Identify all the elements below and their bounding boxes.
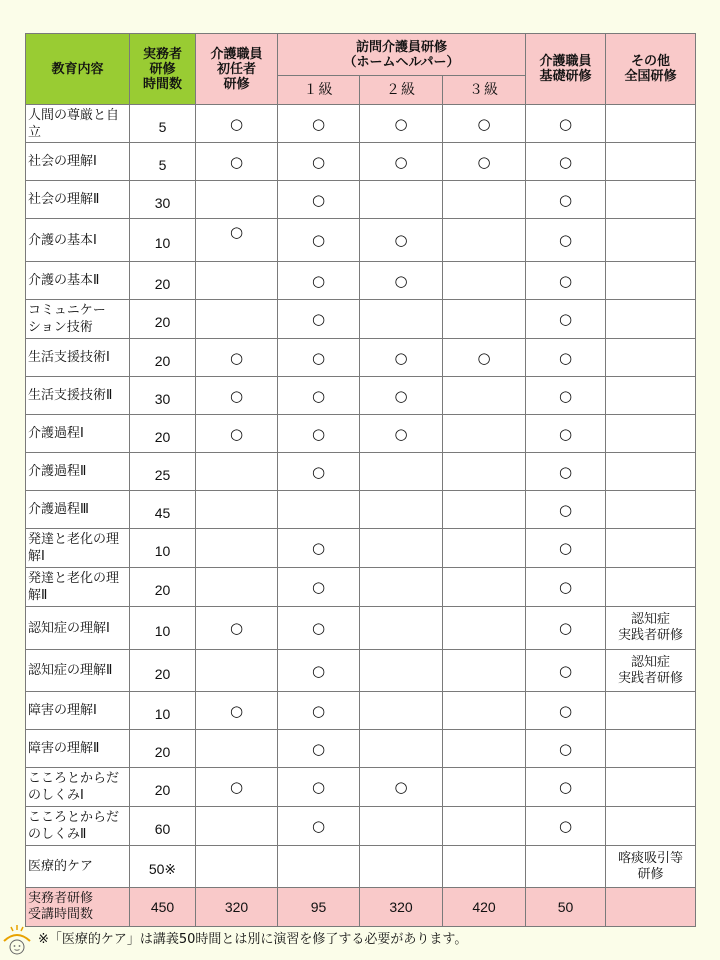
mark-cell: ○ — [196, 692, 278, 730]
total-value — [606, 888, 696, 927]
footnote: ※「医療的ケア」は講義50時間とは別に演習を修了する必要があります。 — [38, 932, 468, 947]
mark-cell: ○ — [526, 300, 606, 339]
mark-cell — [443, 262, 526, 300]
mark-cell — [360, 650, 443, 692]
note-cell — [606, 339, 696, 377]
subject-cell: 介護過程Ⅱ — [26, 453, 130, 491]
note-cell — [606, 377, 696, 415]
hours-cell: 60 — [130, 807, 196, 846]
mark-cell: ○ — [196, 219, 278, 262]
table-row — [26, 377, 696, 415]
mark-cell: ○ — [360, 143, 443, 181]
mark-cell: ○ — [526, 568, 606, 607]
mark-cell: ○ — [526, 415, 606, 453]
mark-cell: ○ — [526, 730, 606, 768]
subject-cell: 生活支援技術Ⅰ — [26, 339, 130, 377]
mark-cell — [278, 846, 360, 888]
table-row — [26, 219, 696, 262]
hours-cell: 45 — [130, 491, 196, 529]
mark-cell: ○ — [526, 377, 606, 415]
mark-cell — [278, 491, 360, 529]
subject-cell: コミュニケー ション技術 — [26, 300, 130, 339]
mark-cell: ○ — [196, 339, 278, 377]
hours-cell: 20 — [130, 300, 196, 339]
mark-cell: ○ — [278, 105, 360, 143]
mark-cell: ○ — [360, 262, 443, 300]
hours-cell: 20 — [130, 568, 196, 607]
subject-cell: 人間の尊厳と自 立 — [26, 105, 130, 143]
mark-cell — [360, 730, 443, 768]
mark-cell: ○ — [278, 415, 360, 453]
subject-cell: 社会の理解Ⅰ — [26, 143, 130, 181]
header-basic-training: 介護職員 基礎研修 — [526, 34, 606, 105]
mark-cell — [196, 568, 278, 607]
mark-cell — [443, 568, 526, 607]
mark-cell: ○ — [526, 650, 606, 692]
mark-cell: ○ — [526, 219, 606, 262]
hours-cell: 30 — [130, 181, 196, 219]
mark-cell: ○ — [278, 607, 360, 650]
mark-cell: ○ — [526, 529, 606, 568]
mark-cell: ○ — [278, 453, 360, 491]
header-care-worker-initial: 介護職員 初任者 研修 — [196, 34, 278, 105]
table-row — [26, 730, 696, 768]
mark-cell: ○ — [526, 339, 606, 377]
mark-cell: ○ — [360, 377, 443, 415]
note-cell — [606, 219, 696, 262]
hours-cell: 20 — [130, 650, 196, 692]
mark-cell — [360, 300, 443, 339]
mark-cell — [360, 453, 443, 491]
note-cell — [606, 181, 696, 219]
mark-cell — [443, 300, 526, 339]
table-row — [26, 339, 696, 377]
table-row — [26, 453, 696, 491]
hours-cell: 30 — [130, 377, 196, 415]
total-value: 320 — [196, 888, 278, 927]
table-row — [26, 300, 696, 339]
mark-cell — [443, 730, 526, 768]
total-value: 50 — [526, 888, 606, 927]
subject-cell: 医療的ケア — [26, 846, 130, 888]
mark-cell: ○ — [278, 143, 360, 181]
total-label: 実務者研修 受講時間数 — [26, 888, 130, 927]
table-row — [26, 143, 696, 181]
mark-cell — [526, 846, 606, 888]
table-row — [26, 529, 696, 568]
mark-cell: ○ — [278, 568, 360, 607]
subject-cell: 介護過程Ⅰ — [26, 415, 130, 453]
header-practitioner-hours: 実務者 研修 時間数 — [130, 34, 196, 105]
hours-cell: 20 — [130, 768, 196, 807]
mark-cell: ○ — [278, 768, 360, 807]
mark-cell — [443, 219, 526, 262]
mark-cell — [360, 529, 443, 568]
mark-cell — [443, 181, 526, 219]
hours-cell: 10 — [130, 692, 196, 730]
mark-cell — [196, 807, 278, 846]
mark-cell: ○ — [196, 607, 278, 650]
header-home-helper: 訪問介護員研修 （ホームヘルパー） — [278, 34, 526, 76]
subject-cell: 発達と老化の理 解Ⅱ — [26, 568, 130, 607]
subject-cell: 介護の基本Ⅰ — [26, 219, 130, 262]
mark-cell — [196, 650, 278, 692]
note-cell — [606, 568, 696, 607]
note-cell — [606, 692, 696, 730]
mark-cell: ○ — [360, 339, 443, 377]
mark-cell — [443, 453, 526, 491]
hours-cell: 5 — [130, 143, 196, 181]
subject-cell: 介護過程Ⅲ — [26, 491, 130, 529]
subject-cell: 発達と老化の理 解Ⅰ — [26, 529, 130, 568]
mark-cell: ○ — [196, 768, 278, 807]
note-cell: 認知症 実践者研修 — [606, 650, 696, 692]
subject-cell: こころとからだ のしくみⅡ — [26, 807, 130, 846]
note-cell — [606, 730, 696, 768]
mark-cell — [360, 181, 443, 219]
mark-cell: ○ — [443, 105, 526, 143]
hours-cell: 20 — [130, 262, 196, 300]
mark-cell: ○ — [526, 105, 606, 143]
mark-cell: ○ — [196, 415, 278, 453]
mark-cell: ○ — [526, 807, 606, 846]
mascot-icon — [0, 921, 34, 957]
table-row — [26, 415, 696, 453]
total-value: 320 — [360, 888, 443, 927]
total-row — [26, 888, 696, 927]
mark-cell: ○ — [443, 143, 526, 181]
note-cell — [606, 529, 696, 568]
mark-cell: ○ — [526, 453, 606, 491]
note-cell: 認知症 実践者研修 — [606, 607, 696, 650]
mark-cell — [443, 650, 526, 692]
mark-cell: ○ — [360, 105, 443, 143]
mark-cell: ○ — [526, 143, 606, 181]
mark-cell: ○ — [278, 300, 360, 339]
hours-cell: 50※ — [130, 846, 196, 888]
note-cell — [606, 491, 696, 529]
curriculum-table — [25, 33, 696, 927]
note-cell — [606, 807, 696, 846]
total-value: 450 — [130, 888, 196, 927]
mark-cell: ○ — [526, 181, 606, 219]
table-row — [26, 846, 696, 888]
mark-cell — [196, 453, 278, 491]
mark-cell: ○ — [278, 262, 360, 300]
mark-cell: ○ — [526, 607, 606, 650]
mark-cell — [443, 377, 526, 415]
mark-cell: ○ — [360, 415, 443, 453]
table-row — [26, 181, 696, 219]
subject-cell: 認知症の理解Ⅰ — [26, 607, 130, 650]
header-other: その他 全国研修 — [606, 34, 696, 105]
mark-cell: ○ — [278, 181, 360, 219]
subject-cell: 障害の理解Ⅱ — [26, 730, 130, 768]
subject-cell: 認知症の理解Ⅱ — [26, 650, 130, 692]
hours-cell: 20 — [130, 415, 196, 453]
mark-cell — [196, 300, 278, 339]
mark-cell — [443, 415, 526, 453]
mark-cell — [443, 491, 526, 529]
mark-cell: ○ — [278, 650, 360, 692]
mark-cell — [443, 529, 526, 568]
subject-cell: 障害の理解Ⅰ — [26, 692, 130, 730]
mark-cell — [196, 491, 278, 529]
header-level-1: １級 — [278, 76, 360, 105]
table-row — [26, 568, 696, 607]
hours-cell: 25 — [130, 453, 196, 491]
total-value: 420 — [443, 888, 526, 927]
table-row — [26, 262, 696, 300]
hours-cell: 5 — [130, 105, 196, 143]
mark-cell: ○ — [278, 339, 360, 377]
hours-cell: 10 — [130, 529, 196, 568]
mark-cell — [196, 730, 278, 768]
total-value: 95 — [278, 888, 360, 927]
mark-cell: ○ — [278, 529, 360, 568]
mark-cell — [196, 262, 278, 300]
hours-cell: 20 — [130, 730, 196, 768]
mark-cell: ○ — [196, 143, 278, 181]
note-cell — [606, 143, 696, 181]
note-cell — [606, 768, 696, 807]
mark-cell: ○ — [526, 768, 606, 807]
subject-cell: 生活支援技術Ⅱ — [26, 377, 130, 415]
mark-cell: ○ — [526, 692, 606, 730]
subject-cell: 社会の理解Ⅱ — [26, 181, 130, 219]
mark-cell: ○ — [526, 491, 606, 529]
table-row — [26, 692, 696, 730]
note-cell: 喀痰吸引等 研修 — [606, 846, 696, 888]
hours-cell: 10 — [130, 219, 196, 262]
mark-cell: ○ — [360, 768, 443, 807]
hours-cell: 20 — [130, 339, 196, 377]
mark-cell — [360, 846, 443, 888]
table-row — [26, 491, 696, 529]
mark-cell: ○ — [278, 377, 360, 415]
mark-cell — [360, 607, 443, 650]
subject-cell: こころとからだ のしくみⅠ — [26, 768, 130, 807]
table-row — [26, 768, 696, 807]
table-row — [26, 650, 696, 692]
mark-cell: ○ — [278, 692, 360, 730]
header-level-2: ２級 — [360, 76, 443, 105]
table-row — [26, 807, 696, 846]
mark-cell — [360, 491, 443, 529]
table-body — [26, 105, 696, 927]
mark-cell — [196, 181, 278, 219]
mark-cell: ○ — [360, 219, 443, 262]
mark-cell — [360, 568, 443, 607]
mark-cell — [443, 807, 526, 846]
mark-cell — [443, 846, 526, 888]
mark-cell: ○ — [196, 105, 278, 143]
mark-cell: ○ — [196, 377, 278, 415]
table-row — [26, 105, 696, 143]
mark-cell — [360, 692, 443, 730]
note-cell — [606, 453, 696, 491]
mark-cell — [443, 768, 526, 807]
note-cell — [606, 262, 696, 300]
mark-cell: ○ — [443, 339, 526, 377]
note-cell — [606, 300, 696, 339]
mark-cell: ○ — [526, 262, 606, 300]
mark-cell — [196, 529, 278, 568]
note-cell — [606, 105, 696, 143]
hours-cell: 10 — [130, 607, 196, 650]
mark-cell: ○ — [278, 807, 360, 846]
table-row — [26, 607, 696, 650]
note-cell — [606, 415, 696, 453]
mark-cell: ○ — [278, 730, 360, 768]
mark-cell — [196, 846, 278, 888]
mark-cell: ○ — [278, 219, 360, 262]
mark-cell — [443, 607, 526, 650]
mark-cell — [443, 692, 526, 730]
mark-cell — [360, 807, 443, 846]
subject-cell: 介護の基本Ⅱ — [26, 262, 130, 300]
header-subject: 教育内容 — [26, 34, 130, 105]
header-level-3: ３級 — [443, 76, 526, 105]
